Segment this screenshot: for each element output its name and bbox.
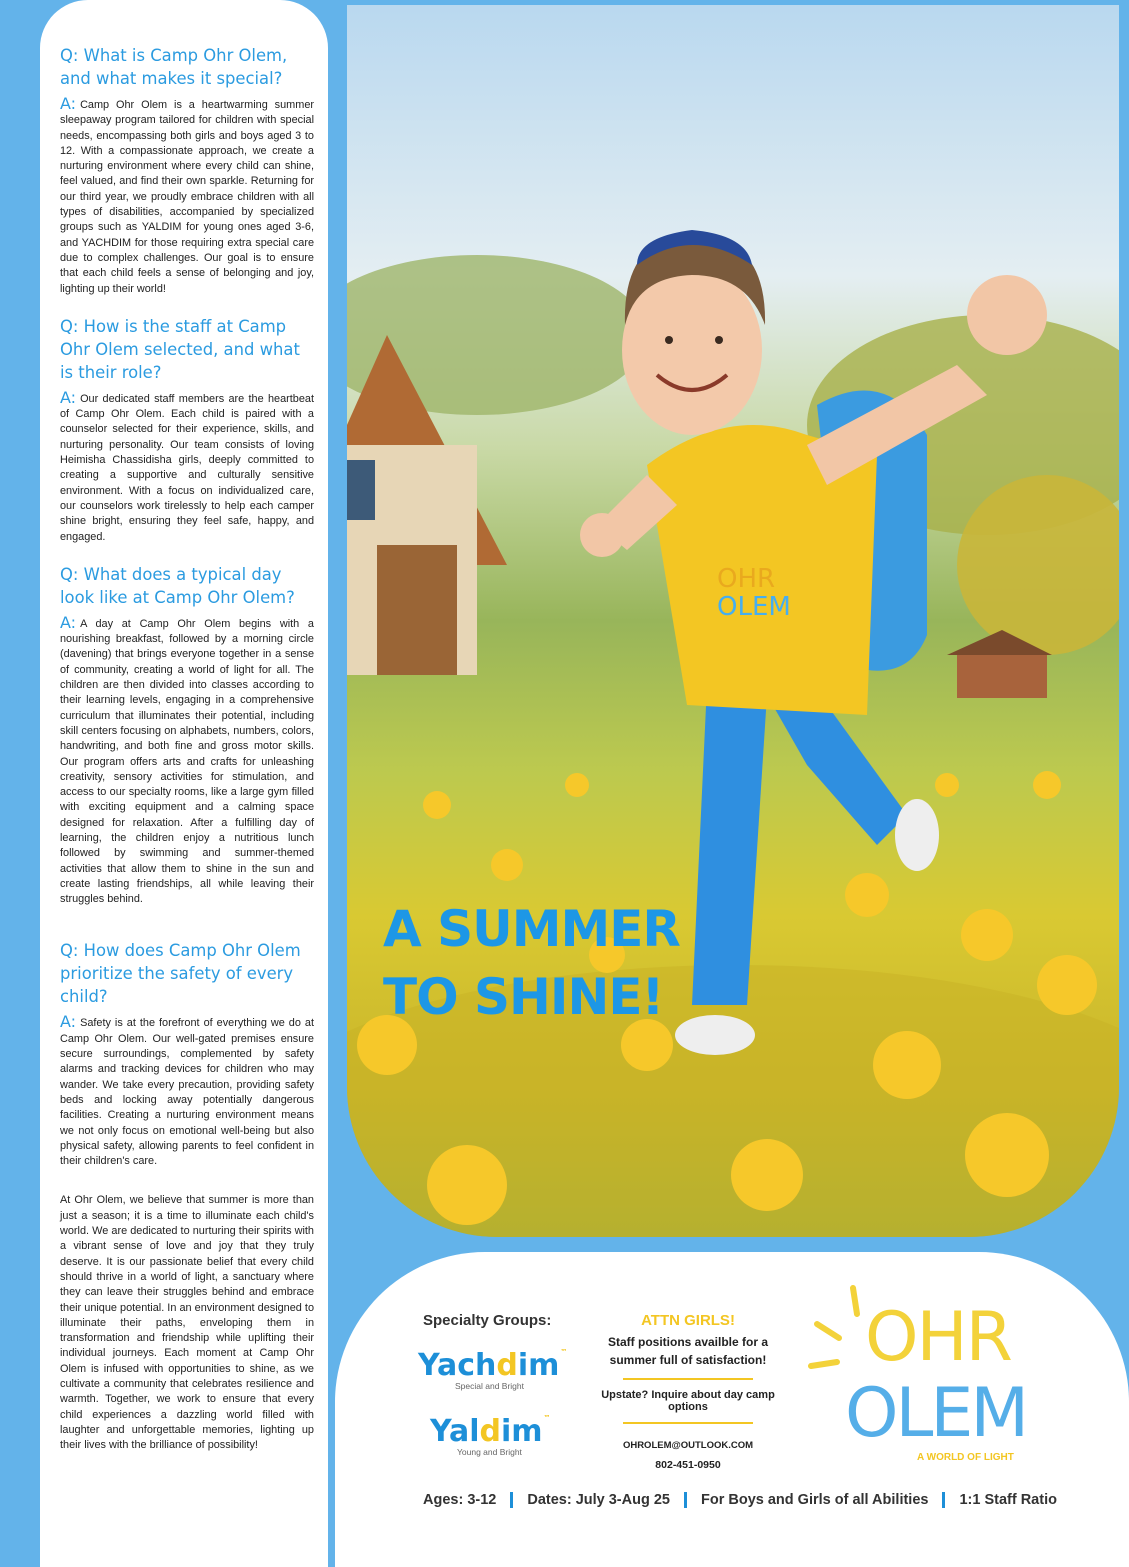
- upstate-text: Upstate? Inquire about day camp options: [601, 1389, 775, 1413]
- yachdim-subtitle: Special and Bright: [455, 1381, 524, 1391]
- hero-title-line2: TO SHINE!: [383, 968, 664, 1026]
- divider: [623, 1422, 753, 1424]
- faq-question: Q: What does a typical day look like at Camp Ohr Olem?: [60, 564, 295, 607]
- faq-question: Q: How does Camp Ohr Olem prioritize the safety of every child?: [60, 941, 301, 1007]
- shirt-logo: [717, 565, 791, 621]
- dates-text: Dates: July 3-Aug 25: [527, 1492, 670, 1508]
- logo-olem: OLEM: [845, 1374, 1027, 1453]
- attn-title: ATTN GIRLS!: [641, 1312, 735, 1329]
- ohr-olem-logo: [805, 1284, 1035, 1474]
- shirt-logo-ohr: OHR: [717, 564, 776, 594]
- shirt-logo-olem: OLEM: [717, 592, 791, 622]
- faq-item-typical-day: [60, 563, 314, 908]
- yaldim-text-c: im: [500, 1414, 543, 1449]
- faq-panel: [40, 0, 328, 1567]
- closing-paragraph: At Ohr Olem, we believe that summer is more than just a season; it is a time to illuminate each child's world. We are dedicated to nurturing their spirits with a vibrant sense of love and joy that they truly deserve. It is our passionate belief that every child should thrive in a world of light, a sanctuary where they can leave their struggles behind and embrace their unique potential. In an environment designed to illuminate their paths, enveloping them in transformation and friendship while uplifting their individual journeys. Each moment at Camp Ohr Olem is infused with opportunities to shine, as we cultivate a community that celebrates resilience and warmth. Together, we work to ensure that every child experiences a dazzling world filled with laughter and unforgettable memories, lighting up their lives with the brilliance of possibility!: [60, 1194, 314, 1452]
- ratio-text: 1:1 Staff Ratio: [959, 1492, 1057, 1508]
- audience-text: For Boys and Girls of all Abilities: [700, 1492, 929, 1508]
- answer-mark: A:: [60, 1012, 77, 1032]
- faq-item-safety: [60, 939, 314, 1169]
- separator: [942, 1492, 945, 1508]
- hero-image: [347, 5, 1119, 1237]
- logo-tagline: A WORLD OF LIGHT: [917, 1452, 1014, 1463]
- faq-item-about: [60, 44, 314, 297]
- yaldim-text-a: Yal: [430, 1414, 480, 1449]
- faq-question: Q: How is the staff at Camp Ohr Olem selected, and what is their role?: [60, 316, 300, 382]
- yaldim-subtitle: Young and Bright: [457, 1447, 522, 1457]
- faq-answer: [60, 387, 314, 545]
- faq-answer-text: Our dedicated staff members are the heartbeat of Camp Ohr Olem. Each child is paired with a counselor selected for their experience, skills, and nurturing personality. Our team consists of loving Heimisha Chassidisha girls, deeply committed to creating a supportive and culturally sensitive environment. With a focus on individualized care, our counselors work tirelessly to help each camper shine bright, ensuring they feel safe, happy, and engaged.: [60, 392, 314, 543]
- separator: [510, 1492, 513, 1508]
- hero-title: [383, 895, 680, 1031]
- faq-question: Q: What is Camp Ohr Olem, and what makes it special?: [60, 46, 288, 88]
- faq-answer: [60, 1014, 314, 1169]
- phone-number[interactable]: 802-451-0950: [655, 1459, 721, 1471]
- answer-mark: A:: [60, 94, 77, 113]
- faq-answer: [60, 96, 314, 297]
- attn-text: Staff positions availble for a summer full of satisfaction!: [607, 1335, 769, 1367]
- yachdim-text-a: Yach: [418, 1348, 497, 1383]
- answer-mark: A:: [60, 387, 77, 407]
- ages-text: Ages: 3-12: [423, 1492, 497, 1508]
- answer-mark: A:: [60, 612, 77, 632]
- yaldim-text-b: d: [479, 1414, 501, 1449]
- yachdim-logo: [418, 1348, 567, 1383]
- email-link[interactable]: OHROLEM@OUTLOOK.COM: [622, 1440, 754, 1451]
- faq-answer-text: Safety is at the forefront of everything we do at Camp Ohr Olem. Our well-gated premises ensure secure surroundings, complemented by safety alarms and tracking devices for children who may wander. We take every precaution, providing safety beds and locking away potentially dangerous facilities. Creating a nurturing environment means we not only focus on emotional well-being but also physical safety, allowing parents to feel confident in their children's care.: [60, 1017, 314, 1168]
- hero-title-line1: A SUMMER: [383, 900, 680, 958]
- footer-facts: [423, 1492, 1063, 1508]
- info-panel: [335, 1252, 1129, 1567]
- specialty-groups-label: Specialty Groups:: [423, 1312, 552, 1329]
- yaldim-logo: [430, 1414, 551, 1449]
- divider: [623, 1378, 753, 1380]
- staff-recruitment: [583, 1312, 793, 1471]
- separator: [684, 1492, 687, 1508]
- logo-ohr: OHR: [865, 1298, 1011, 1377]
- yachdim-text-c: im: [517, 1348, 560, 1383]
- trademark-mark: ™: [560, 1348, 568, 1356]
- faq-item-staff: [60, 315, 314, 545]
- yachdim-text-b: d: [496, 1348, 518, 1383]
- trademark-mark: ™: [543, 1414, 551, 1422]
- faq-answer: [60, 612, 314, 908]
- faq-answer-text: A day at Camp Ohr Olem begins with a nourishing breakfast, followed by a morning circle (davening) that brings everyone together in a sense of community, creating a world of light for all. The children are then divided into classes according to their learning levels, engaging in a comprehensive curriculum that illuminates their potential, including skill centers focusing on alphabets, numbers, colors, handwriting, and both fine and gross motor skills. Our program offers arts and crafts for unleashing creativity, sensory activities for stimulation, and access to our specialty rooms, like a large gym filled with exciting equipment and a calming space designed for relaxation. After a fulfilling day of learning, the children enjoy a nutritious lunch followed by swimming and summer-themed activities that allow them to shine in the sun and create lasting friendships, all while leaving their struggles behind.: [60, 617, 314, 906]
- faq-answer-text: Camp Ohr Olem is a heartwarming summer sleepaway program tailored for children with special needs, encompassing both girls and boys aged 3 to 12. With a compassionate approach, we create a nurturing environment where every child can shine, feel valued, and find their own sparkle. Returning for our third year, we proudly embrace children with all types of disabilities, accompanied by specialized groups such as YALDIM for young ones aged 3-6, and YACHDIM for those requiring extra special care due to complex challenges. Our goal is to ensure that each child feels a sense of belonging and joy, lighting up their world!: [60, 99, 314, 295]
